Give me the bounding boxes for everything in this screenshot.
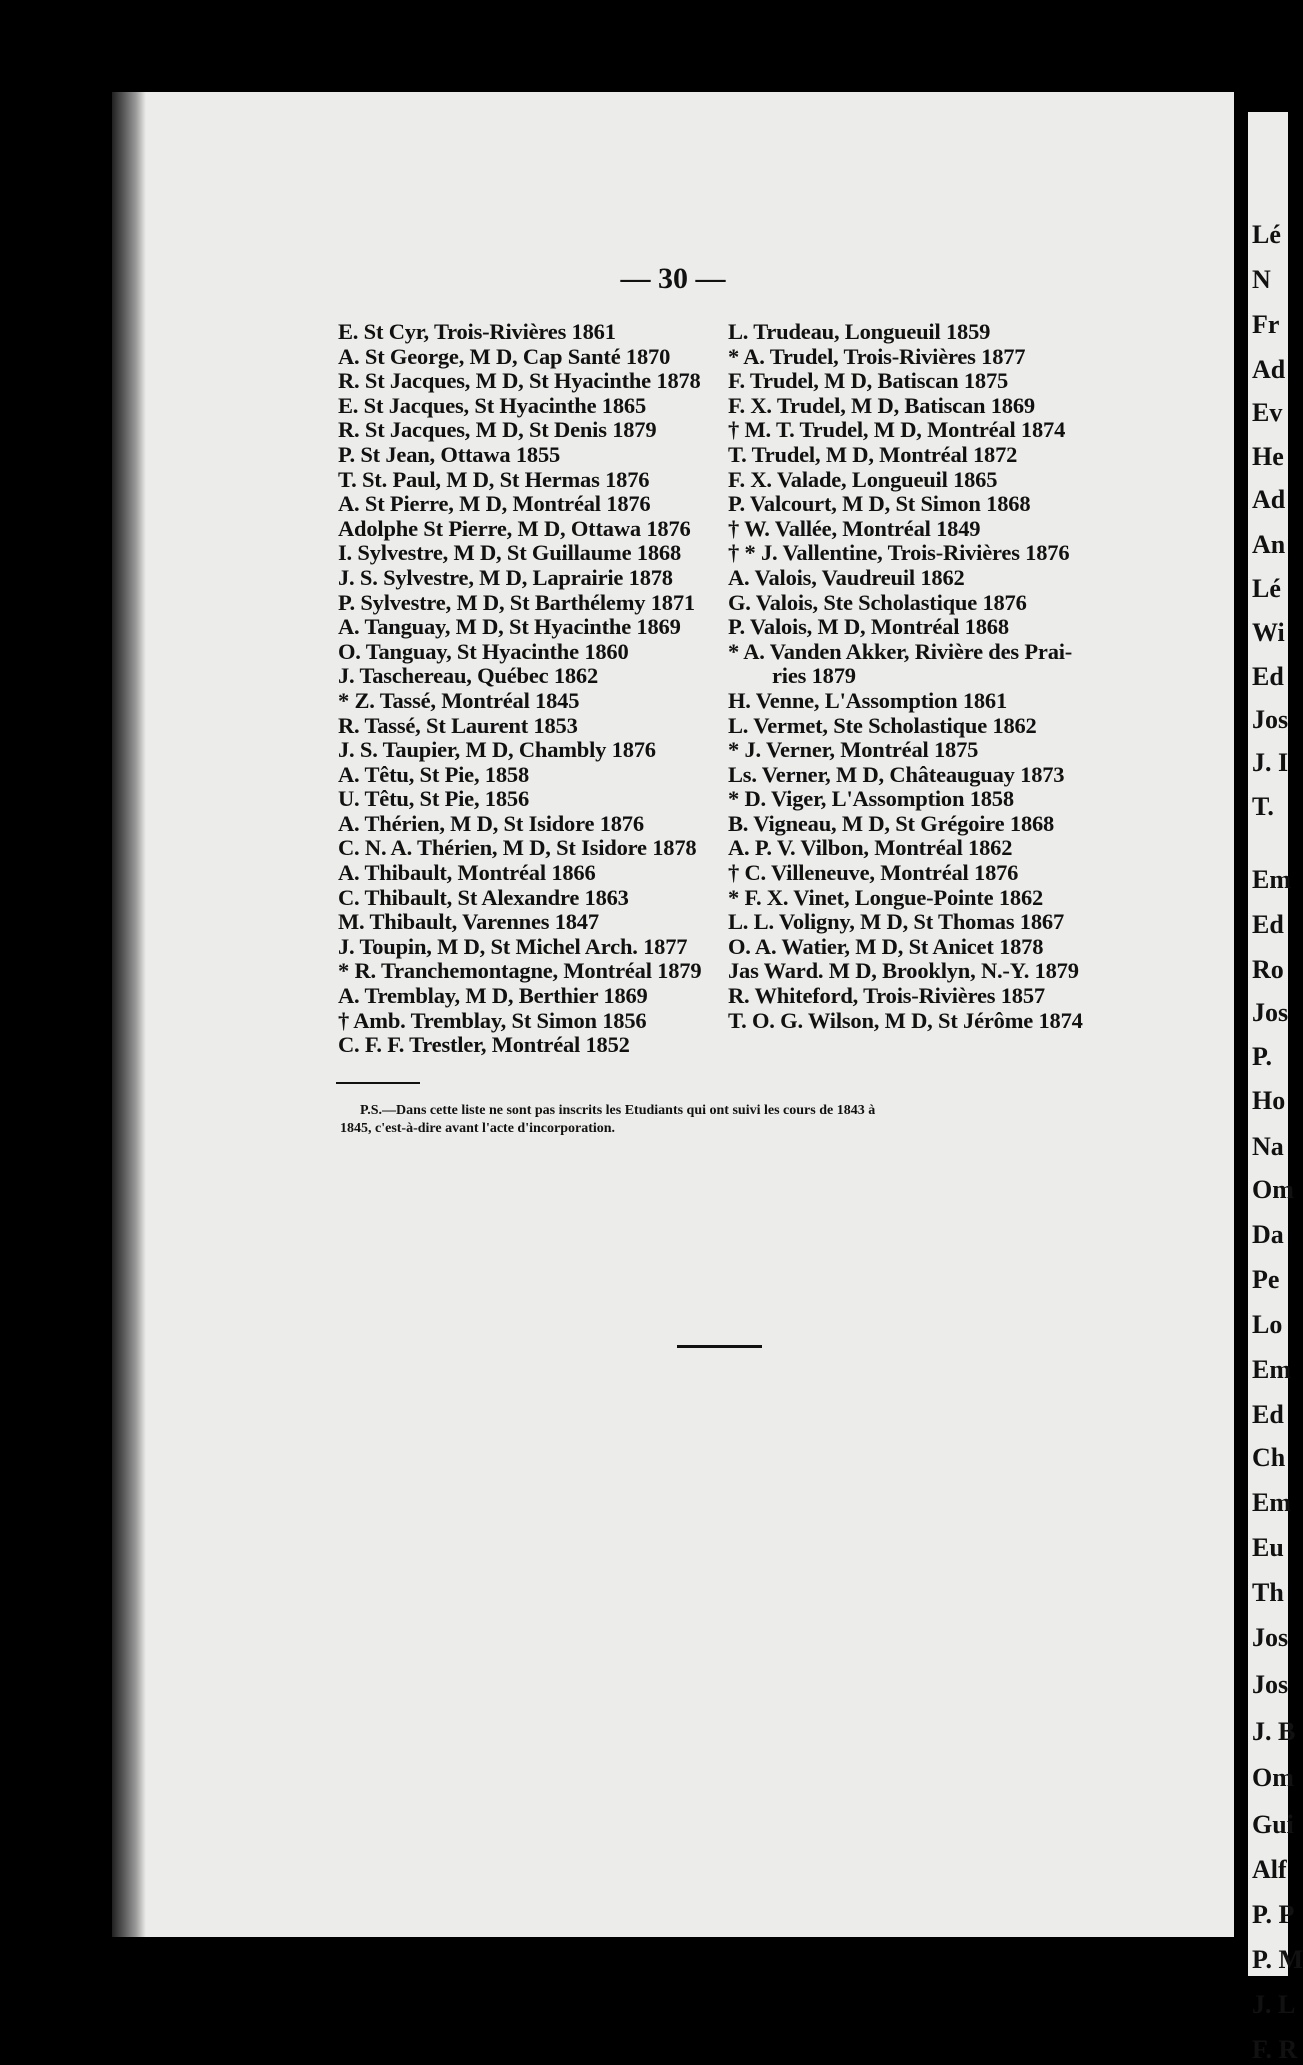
list-item: C. Thibault, St Alexandre 1863 (338, 884, 629, 910)
facing-page-fragment: Lo (1252, 1310, 1283, 1339)
facing-page-fragment: Ed (1252, 662, 1284, 691)
facing-page-fragment: Th (1252, 1578, 1284, 1607)
list-item: L. L. Voligny, M D, St Thomas 1867 (728, 909, 1064, 935)
list-item: A. St George, M D, Cap Santé 1870 (338, 343, 671, 369)
list-item: † M. T. Trudel, M D, Montréal 1874 (728, 417, 1066, 443)
facing-page-fragment: Om (1252, 1763, 1294, 1792)
list-item: A. P. V. Vilbon, Montréal 1862 (728, 835, 1013, 861)
list-item: E. St Jacques, St Hyacinthe 1865 (338, 392, 646, 418)
list-item: O. A. Watier, M D, St Anicet 1878 (728, 933, 1044, 959)
facing-page-fragment: Pe (1252, 1265, 1280, 1294)
list-item: J. Taschereau, Québec 1862 (338, 663, 599, 689)
facing-page-fragment: Jos (1252, 1623, 1289, 1652)
facing-page-fragment: P. P (1252, 1900, 1295, 1929)
page-number: — 30 — (620, 262, 726, 295)
book-spine-shadow (112, 92, 146, 1937)
list-item: † W. Vallée, Montréal 1849 (728, 515, 981, 541)
list-item: * Z. Tassé, Montréal 1845 (338, 687, 580, 713)
facing-page-fragment: Jos (1252, 1670, 1289, 1699)
facing-page-fragment: Ed (1252, 910, 1284, 939)
list-item: I. Sylvestre, M D, St Guillaume 1868 (338, 540, 682, 566)
facing-page-fragment: Na (1252, 1132, 1284, 1161)
facing-page-fragment: Alf (1252, 1855, 1287, 1884)
list-item: J. Toupin, M D, St Michel Arch. 1877 (338, 933, 688, 959)
facing-page-fragment: Ro (1252, 955, 1284, 984)
footnote-line-1: P.S.—Dans cette liste ne sont pas inscrits les Etudiants qui ont suivi les cours de 1843 à (360, 1103, 876, 1118)
facing-page-edge (1248, 112, 1303, 2064)
facing-page-fragment: F. R (1252, 2035, 1298, 2064)
facing-page-fragment: T. (1252, 792, 1274, 821)
list-item: * D. Viger, L'Assomption 1858 (728, 786, 1014, 812)
list-item: A. Valois, Vaudreuil 1862 (728, 564, 965, 590)
facing-page-fragment: Da (1252, 1220, 1284, 1249)
facing-page-fragment: J. B (1252, 1717, 1296, 1746)
footnote (340, 1102, 1240, 1138)
footnote-rule (336, 1082, 420, 1084)
facing-page-fragment: Ho (1252, 1086, 1286, 1115)
facing-page-fragment: An (1252, 530, 1286, 559)
list-item: H. Venne, L'Assomption 1861 (728, 687, 1008, 713)
facing-page-fragment: Lé (1252, 574, 1281, 603)
list-item: F. X. Trudel, M D, Batiscan 1869 (728, 392, 1035, 418)
facing-page-fragment: Jos (1252, 705, 1289, 734)
list-item: A. Thibault, Montréal 1866 (338, 860, 596, 886)
facing-page-fragment: Om (1252, 1175, 1294, 1204)
list-item: F. X. Valade, Longueuil 1865 (728, 466, 998, 492)
facing-page-fragment: N (1252, 265, 1271, 294)
section-end-rule (677, 1345, 762, 1348)
document-page (112, 92, 1234, 1937)
list-item: B. Vigneau, M D, St Grégoire 1868 (728, 810, 1055, 836)
list-item: Adolphe St Pierre, M D, Ottawa 1876 (338, 515, 691, 541)
list-item: Jas Ward. M D, Brooklyn, N.-Y. 1879 (728, 958, 1079, 984)
list-item: * J. Verner, Montréal 1875 (728, 737, 979, 763)
list-item: ries 1879 (772, 663, 856, 689)
list-item: P. Sylvestre, M D, St Barthélemy 1871 (338, 589, 695, 615)
list-item: † Amb. Tremblay, St Simon 1856 (338, 1007, 647, 1033)
list-item: C. N. A. Thérien, M D, St Isidore 1878 (338, 835, 697, 861)
list-item: R. Tassé, St Laurent 1853 (338, 712, 578, 738)
facing-page-fragment: Eu (1252, 1533, 1284, 1562)
list-item: A. Thérien, M D, St Isidore 1876 (338, 810, 644, 836)
facing-page-fragment: Em (1252, 1355, 1291, 1384)
list-item: R. St Jacques, M D, St Hyacinthe 1878 (338, 368, 701, 394)
list-item: O. Tanguay, St Hyacinthe 1860 (338, 638, 629, 664)
list-item: P. St Jean, Ottawa 1855 (338, 441, 561, 467)
list-item: C. F. F. Trestler, Montréal 1852 (338, 1032, 630, 1058)
facing-page-fragment: P. M (1252, 1945, 1303, 1974)
list-item: Ls. Verner, M D, Châteauguay 1873 (728, 761, 1065, 787)
facing-page-fragment: P. (1252, 1042, 1272, 1071)
footnote-line-2: 1845, c'est-à-dire avant l'acte d'incorporation. (340, 1121, 616, 1136)
list-item: J. S. Taupier, M D, Chambly 1876 (338, 737, 656, 763)
facing-page-fragment: Ad (1252, 485, 1286, 514)
list-item: T. O. G. Wilson, M D, St Jérôme 1874 (728, 1007, 1083, 1033)
facing-page-fragment: J. I (1252, 748, 1289, 777)
list-item: * F. X. Vinet, Longue-Pointe 1862 (728, 884, 1044, 910)
facing-page-fragment: Ed (1252, 1400, 1284, 1429)
facing-page-fragment: Lé (1252, 220, 1281, 249)
facing-page-fragment: Fr (1252, 310, 1280, 339)
list-item: A. St Pierre, M D, Montréal 1876 (338, 491, 651, 517)
list-item: T. Trudel, M D, Montréal 1872 (728, 441, 1018, 467)
facing-page-fragment: Jos (1252, 998, 1289, 1027)
list-item: R. St Jacques, M D, St Denis 1879 (338, 417, 657, 443)
list-item: R. Whiteford, Trois-Rivières 1857 (728, 983, 1045, 1009)
list-item: † C. Villeneuve, Montréal 1876 (728, 860, 1019, 886)
list-item: * A. Trudel, Trois-Rivières 1877 (728, 343, 1026, 369)
facing-page-fragment: Gui (1252, 1810, 1294, 1839)
facing-page-fragment: Ch (1252, 1443, 1286, 1472)
facing-page-fragment: He (1252, 442, 1284, 471)
list-item: A. Tanguay, M D, St Hyacinthe 1869 (338, 614, 681, 640)
list-item: * R. Tranchemontagne, Montréal 1879 (338, 958, 702, 984)
right-column (728, 320, 1083, 1033)
list-item: * A. Vanden Akker, Rivière des Prai- (728, 638, 1073, 664)
list-item: † * J. Vallentine, Trois-Rivières 1876 (728, 540, 1070, 566)
list-item: E. St Cyr, Trois-Rivières 1861 (338, 319, 616, 344)
list-item: J. S. Sylvestre, M D, Laprairie 1878 (338, 564, 673, 590)
facing-page-fragment: Ev (1252, 398, 1283, 427)
facing-page-fragment: Em (1252, 1488, 1291, 1517)
list-item: L. Trudeau, Longueuil 1859 (728, 319, 991, 344)
list-item: A. Têtu, St Pie, 1858 (338, 761, 530, 787)
list-item: U. Têtu, St Pie, 1856 (338, 786, 530, 812)
list-item: P. Valcourt, M D, St Simon 1868 (728, 491, 1031, 517)
list-item: M. Thibault, Varennes 1847 (338, 909, 599, 935)
facing-page-fragment: Em (1252, 865, 1291, 894)
facing-page-fragment: Ad (1252, 355, 1286, 384)
facing-page-fragment: J. L (1252, 1990, 1296, 2019)
list-item: L. Vermet, Ste Scholastique 1862 (728, 712, 1037, 738)
facing-page-fragment: Wi (1252, 618, 1285, 647)
list-item: F. Trudel, M D, Batiscan 1875 (728, 368, 1009, 394)
list-item: T. St. Paul, M D, St Hermas 1876 (338, 466, 650, 492)
list-item: P. Valois, M D, Montréal 1868 (728, 614, 1009, 640)
list-item: A. Tremblay, M D, Berthier 1869 (338, 983, 648, 1009)
left-column (338, 320, 701, 1058)
list-item: G. Valois, Ste Scholastique 1876 (728, 589, 1027, 615)
